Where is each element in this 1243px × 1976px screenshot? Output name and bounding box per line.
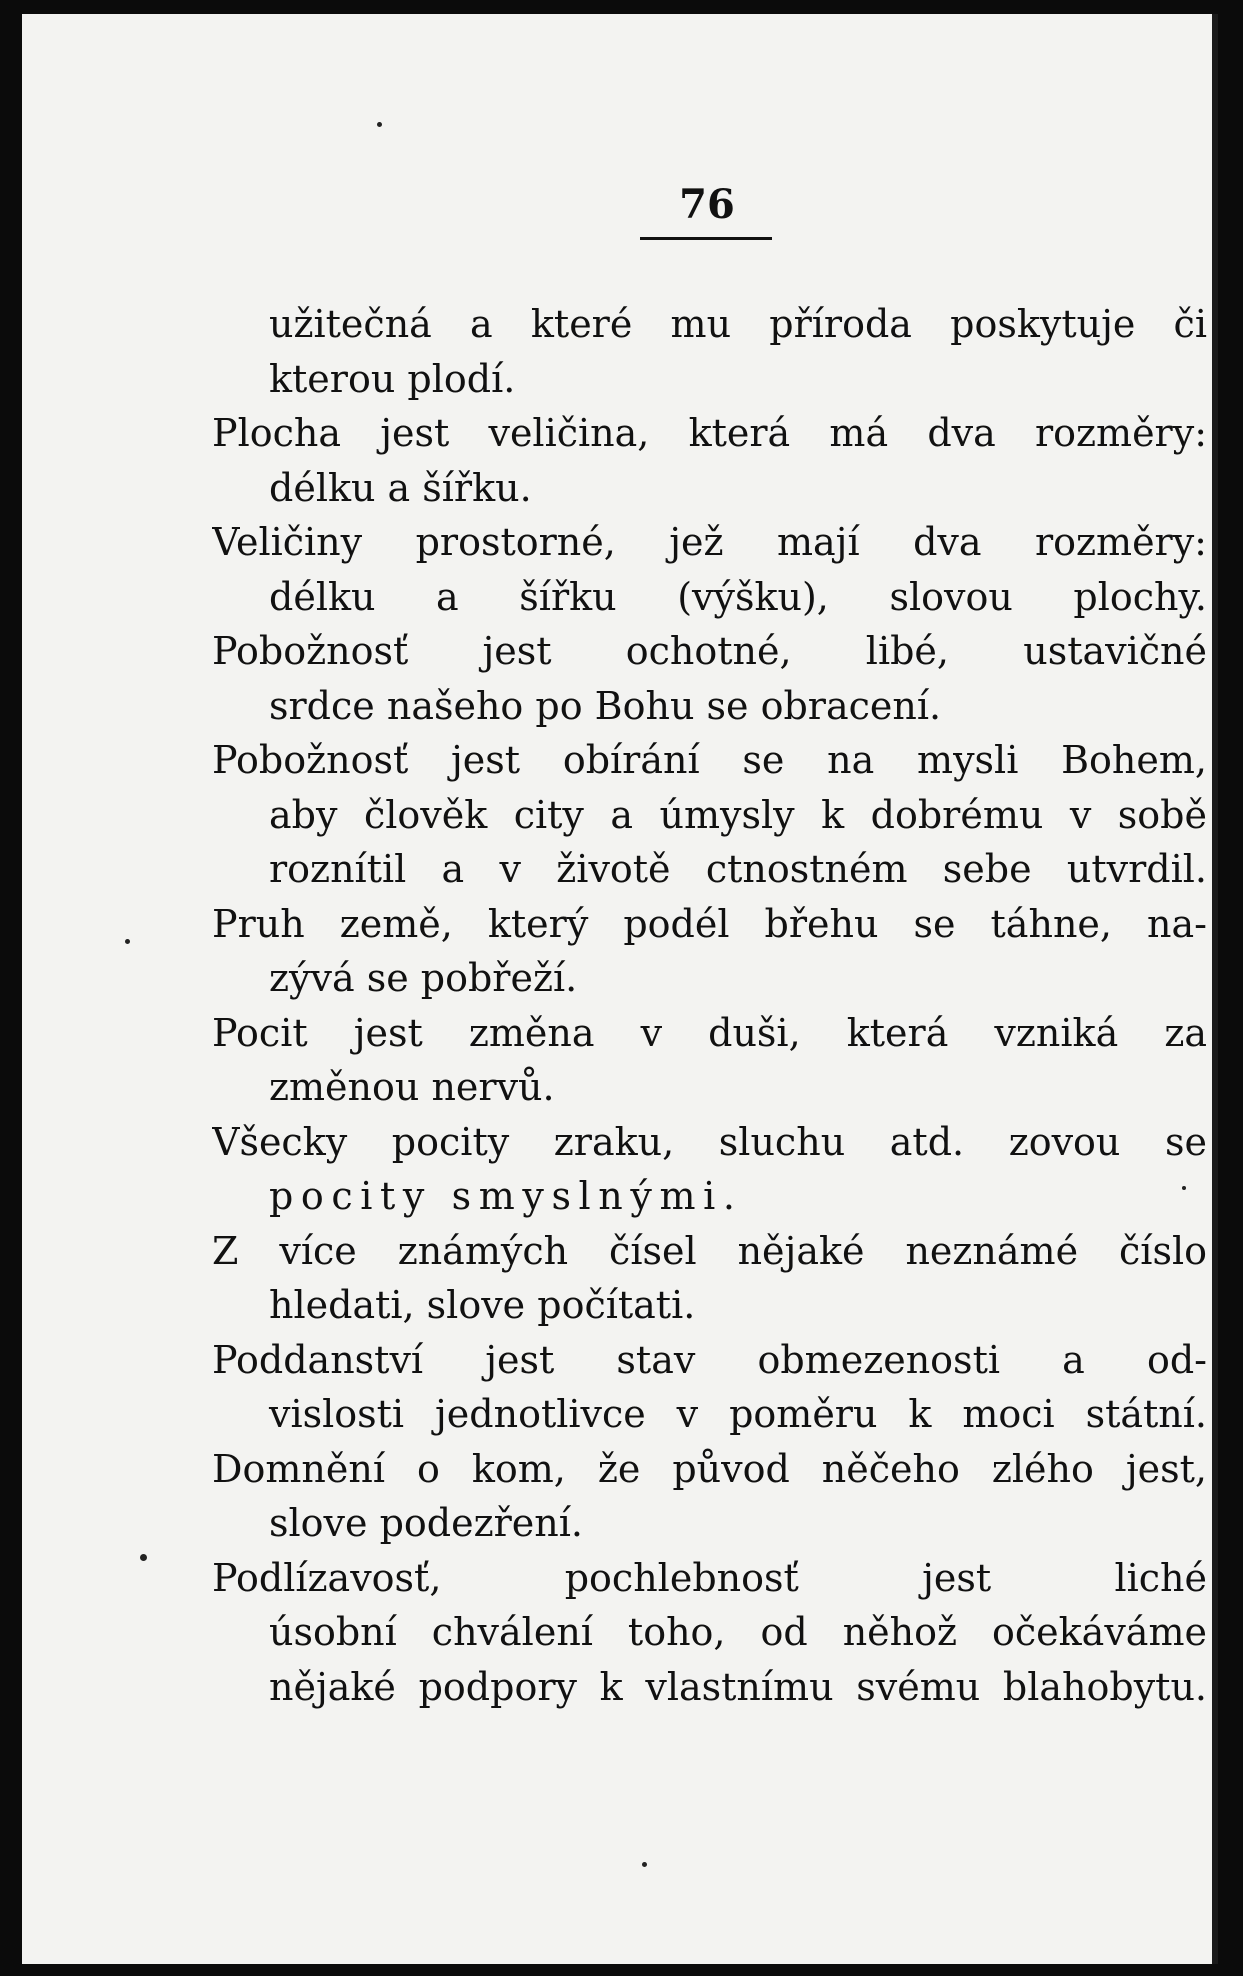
text-line: zývá se pobřeží.: [269, 956, 578, 1000]
text-line: Pruh země, který podél břehu se táhne, na-: [212, 901, 1207, 946]
text-line: Pobožnosť jest ochotné, libé, ustavičné: [212, 629, 1207, 673]
print-speck: [377, 122, 382, 127]
text-line: vislosti jednotlivce v poměru k moci státní.: [269, 1392, 1207, 1436]
text-line: Podlízavosť, pochlebnosť jest liché: [212, 1555, 1207, 1600]
page-text: [212, 297, 1207, 1714]
text-line: pocity smyslnými.: [269, 1174, 743, 1218]
text-line: délku a šířku.: [269, 465, 532, 510]
page-number: 76: [679, 181, 735, 228]
text-line: změnou nervů.: [269, 1065, 555, 1109]
book-page: [22, 14, 1218, 1964]
text-line: roznítil a v životě ctnostném sebe utvrdil.: [269, 847, 1207, 891]
print-speck: [1182, 1186, 1186, 1190]
text-line: Pocit jest změna v duši, která vzniká za: [212, 1010, 1207, 1055]
text-line: Poddanství jest stav obmezenosti a od-: [212, 1337, 1207, 1382]
text-line: nějaké podpory k vlastnímu svému blahobytu.: [269, 1664, 1207, 1709]
page-number-underline: [640, 237, 772, 240]
text-line: Z více známých čísel nějaké neznámé číslo: [212, 1228, 1207, 1273]
print-speck: [125, 939, 130, 944]
text-line: hledati, slove počítati.: [269, 1283, 696, 1327]
print-speck: [642, 1862, 647, 1867]
text-line: srdce našeho po Bohu se obracení.: [269, 683, 942, 728]
text-line: úsobní chválení toho, od něhož očekáváme: [269, 1610, 1207, 1654]
text-line: Plocha jest veličina, která má dva rozměry:: [212, 411, 1207, 455]
text-line: Domnění o kom, že původ něčeho zlého jest,: [212, 1446, 1207, 1491]
text-line: kterou plodí.: [269, 356, 516, 401]
text-line: Pobožnosť jest obírání se na mysli Bohem,: [212, 738, 1207, 782]
text-line: slove podezření.: [269, 1501, 583, 1545]
text-line: Veličiny prostorné, jež mají dva rozměry:: [212, 520, 1207, 564]
text-line: aby člověk city a úmysly k dobrému v sobě: [269, 792, 1207, 837]
print-speck: [140, 1554, 147, 1561]
text-line: Všecky pocity zraku, sluchu atd. zovou se: [212, 1119, 1207, 1164]
text-line: délku a šířku (výšku), slovou plochy.: [269, 574, 1207, 619]
text-line: užitečná a které mu příroda poskytuje či: [269, 302, 1207, 346]
